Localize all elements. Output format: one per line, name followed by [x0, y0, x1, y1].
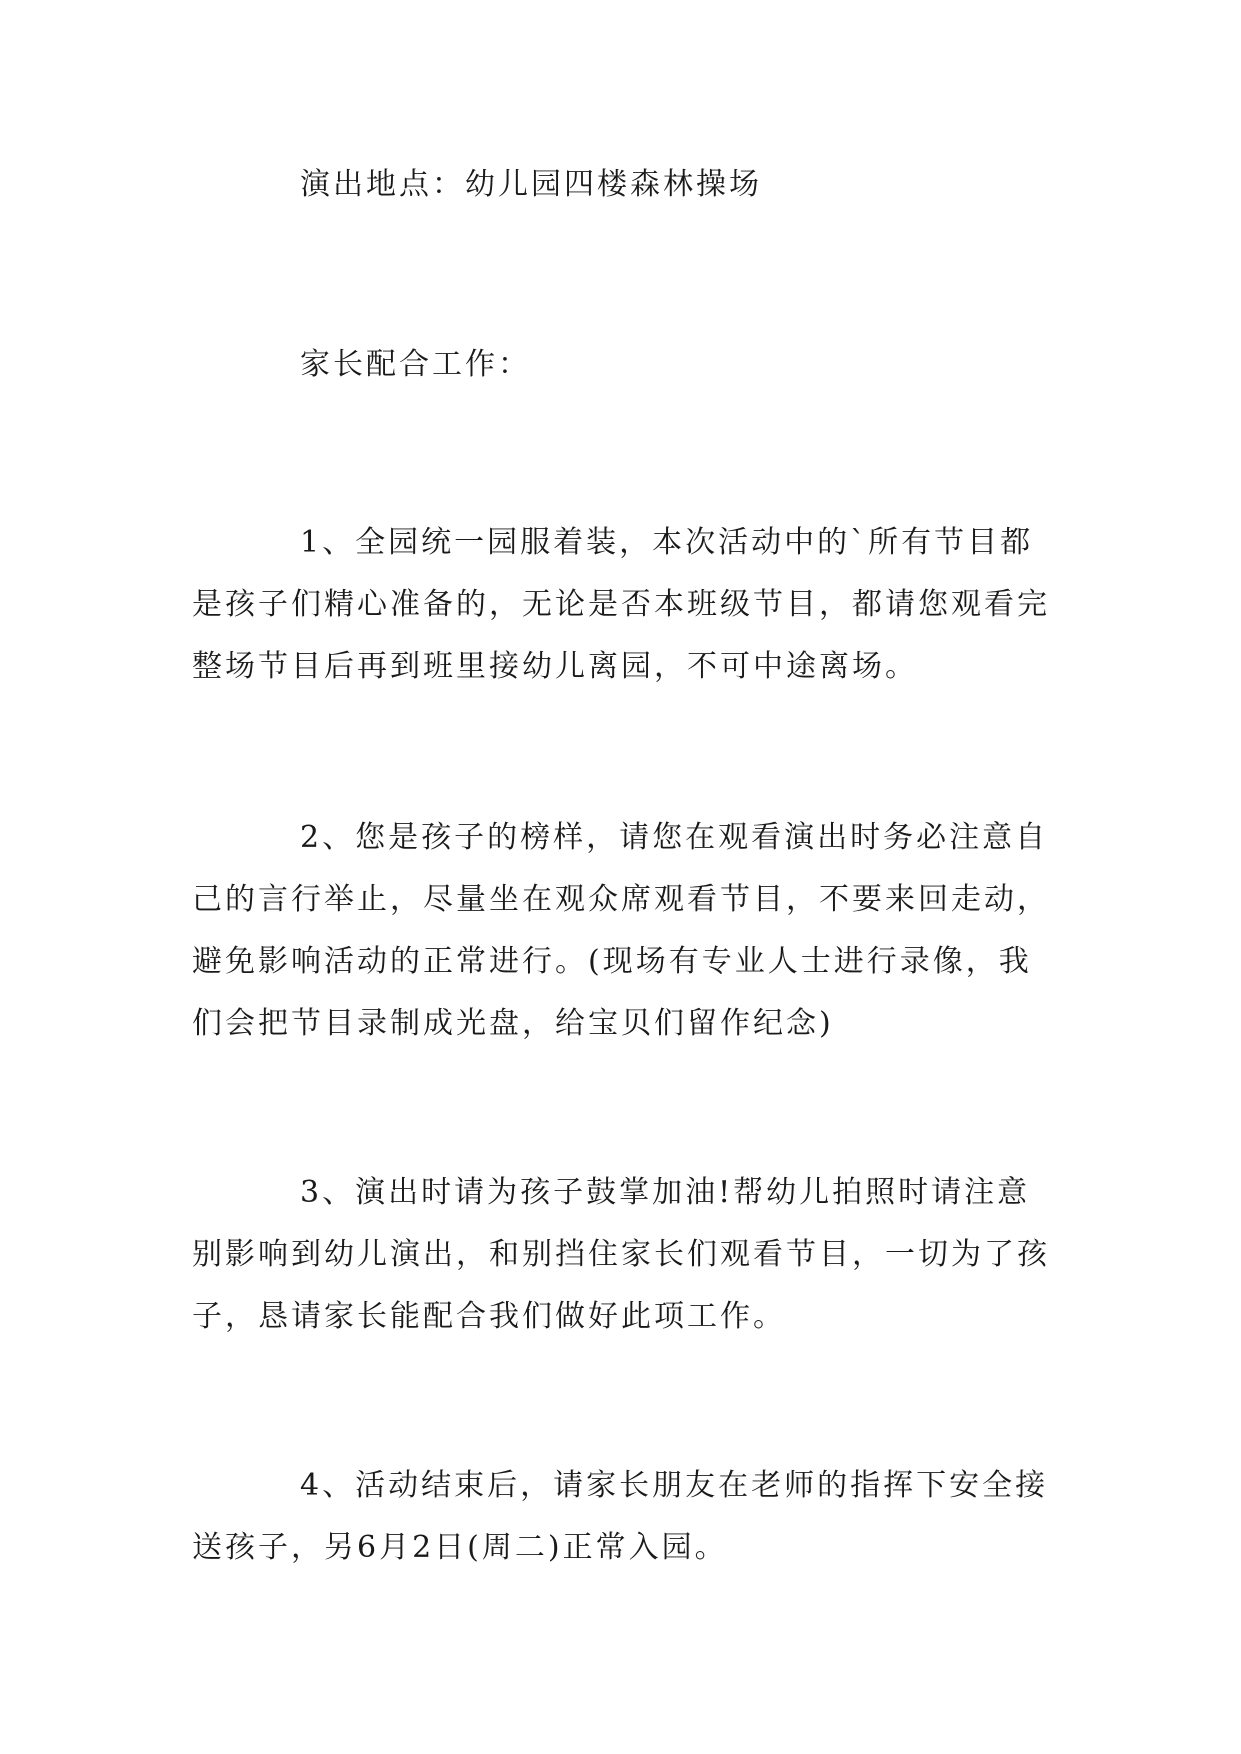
location-line: 演出地点：幼儿园四楼森林操场 — [300, 167, 762, 202]
notice-item-4: 4、活动结束后，请家长朋友在老师的指挥下安全接送孩子，另6月2日(周二)正常入园。 — [192, 1468, 1049, 1565]
notice-item-2: 2、您是孩子的榜样，请您在观看演出时务必注意自己的言行举止，尽量坐在观众席观看节目，不要来回走动，避免影响活动的正常进行。(现场有专业人士进行录像，我们会把节目录制成光盘，给宝贝们留作纪念) — [192, 820, 1050, 1041]
notice-item-1: 1、全园统一园服着装，本次活动中的`所有节目都是孩子们精心准备的，无论是否本班级节目，都请您观看完整场节目后再到班里接幼儿离园，不可中途离场。 — [192, 525, 1050, 684]
cooperation-heading: 家长配合工作： — [300, 347, 531, 382]
notice-item-3: 3、演出时请为孩子鼓掌加油!帮幼儿拍照时请注意别影响到幼儿演出，和别挡住家长们观看节目，一切为了孩子，恳请家长能配合我们做好此项工作。 — [192, 1175, 1050, 1334]
